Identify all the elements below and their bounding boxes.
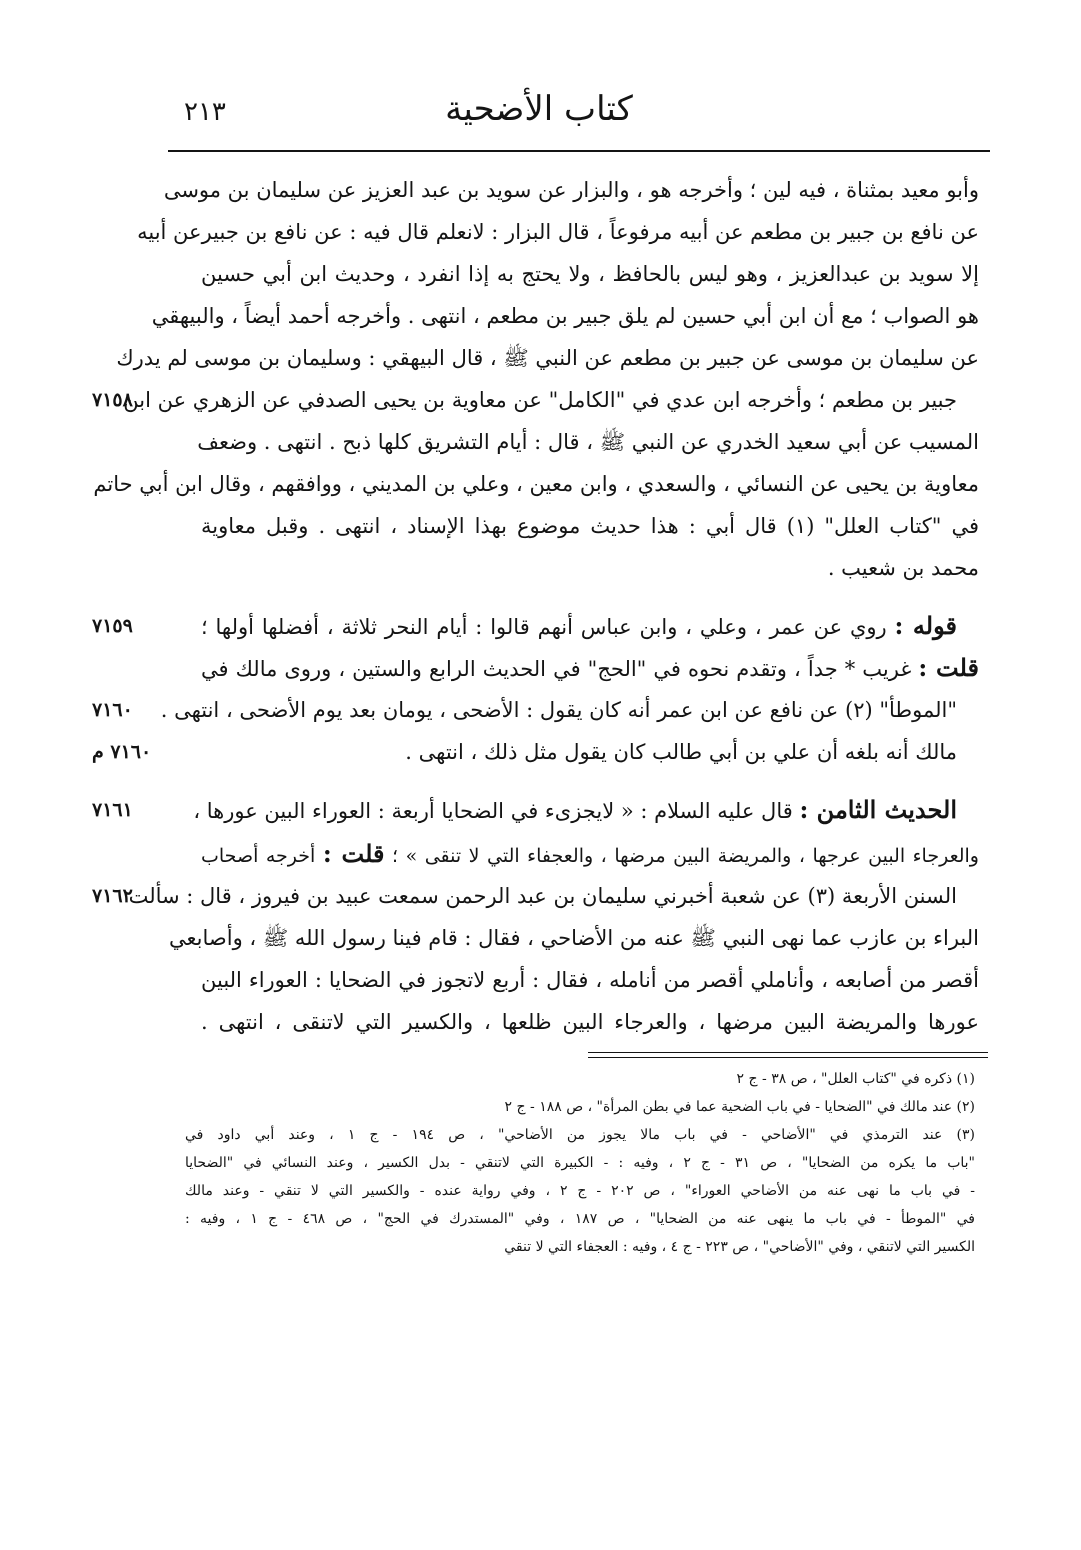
- footnote-3-line-5: الكسير التي لاتنقي ، وفي "الأضاحي" ، ص ٢٢٣ - ج ٤ ، وفيه : العجفاء التي لا تنقي: [504, 1239, 975, 1255]
- body-line-2: عن نافع بن جبير بن مطعم عن أبيه مرفوعاً ، قال البزار : لانعلم قال فيه : عن نافع بن جبيرعن أبيه: [137, 220, 979, 244]
- hadith8-text-1: قال عليه السلام : « لايجزىء في الضحايا أربعة : العوراء البين عورها ،: [193, 799, 793, 823]
- margin-number-7158: ٧١٥٨: [92, 389, 133, 411]
- footnote-3-line-4: في "الموطأ - في باب ما ينهى عنه من الضحايا" ، ص ١٨٧ ، وفي "المستدرك في الحج" ، ص ٤٦٨ - ج ١ ، وفيه :: [185, 1211, 975, 1227]
- hadith8-text-2: والعرجاء البين عرجها ، والمريضة البين مرضها ، والعجفاء التي لا تنقى » ؛: [392, 845, 979, 867]
- hadith8-line-4: البراء بن عازب عما نهى النبي ﷺ عنه من الأضاحي ، فقال : قام فينا رسول الله ﷺ ، وأصابعي: [169, 926, 979, 950]
- qult-line-2: "الموطأ" (٢) عن نافع عن ابن عمر أنه كان يقول : الأضحى ، يومان بعد يوم الأضحى ، انتهى .: [160, 698, 957, 722]
- margin-number-7159: ٧١٥٩: [92, 615, 133, 637]
- body-line-4: هو الصواب ؛ مع أن ابن أبي حسين لم يلق جبير بن مطعم ، انتهى . وأخرجه أحمد أيضاً ، والبيهقي: [151, 304, 979, 328]
- footnote-rule-2: [588, 1057, 988, 1058]
- qawluh-keyword: قوله :: [894, 611, 957, 640]
- footnote-2: (٢) عند مالك في "الضحايا - في باب الضحية عما في بطن المرأة" ، ص ١٨٨ - ج ٢: [504, 1099, 975, 1115]
- footnote-3-line-2: "باب ما يكره من الضحايا" ، ص ٣١ - ج ٢ ، وفيه : - الكبيرة التي لاتنقي - بدل الكسير ، وعند النسائي في "الضحايا: [185, 1155, 975, 1171]
- margin-number-7162: ٧١٦٢: [92, 885, 133, 907]
- page-number: ٢١٣: [184, 97, 226, 127]
- margin-number-7160m: ٧١٦٠ م: [92, 741, 152, 763]
- margin-number-7160: ٧١٦٠: [92, 699, 133, 721]
- footnote-3-line-3: - في باب ما نهى عنه من الأضاحي العوراء" ، ص ٢٠٢ - ج ٢ ، وفي رواية عنده - والكسير التي لا تنقي - وعند مالك: [185, 1183, 975, 1199]
- qult-keyword: قلت :: [918, 653, 979, 682]
- qawluh-text: روي عن عمر ، وعلي ، وابن عباس أنهم قالوا : أيام النحر ثلاثة ، أفضلها أولها ؛: [201, 615, 887, 639]
- hadith8-qult-keyword: قلت :: [322, 839, 385, 868]
- hadith8-line-2: [201, 836, 979, 872]
- qult-text-1: غريب * جداً ، وتقدم نحوه في "الحج" في الحديث الرابع والستين ، وروى مالك في: [201, 657, 912, 681]
- qult-line-1: [201, 650, 979, 686]
- body-line-9: في "كتاب العلل" (١) قال أبي : هذا حديث موضوع بهذا الإسناد ، انتهى . وقبل معاوية: [201, 514, 979, 538]
- qult-line-3: مالك أنه بلغه أن علي بن أبي طالب كان يقول مثل ذلك ، انتهى .: [405, 740, 957, 764]
- hadith8-line-5: أقصر من أصابعه ، وأناملي أقصر من أنامله ، فقال : أربع لاتجوز في الضحايا : العوراء البين: [201, 968, 979, 992]
- body-line-5: عن سليمان بن موسى عن جبير بن مطعم عن النبي ﷺ ، قال البيهقي : وسليمان بن موسى لم يدرك: [116, 346, 979, 370]
- body-line-7: المسيب عن أبي سعيد الخدري عن النبي ﷺ ، قال : أيام التشريق كلها ذبح . انتهى . وضعف: [197, 430, 979, 454]
- hadith8-line-1: [193, 792, 957, 828]
- hadith8-line-6: عورها والمريضة البين مرضها ، والعرجاء البين ظلعها ، والكسير التي لاتنقى ، انتهى .: [201, 1010, 979, 1034]
- body-line-6: جبير بن مطعم ؛ وأخرجه ابن عدي في "الكامل" عن معاوية بن يحيى الصدفي عن الزهري عن ابن: [123, 388, 957, 412]
- footnote-rule-1: [588, 1052, 988, 1053]
- footnote-3-line-1: (٣) عند الترمذي في "الأضاحي - في باب مالا يجوز من الأضاحي" ، ص ١٩٤ - ج ١ ، وعند أبي داود في: [185, 1127, 975, 1143]
- body-line-1: وأبو معيد بمثناة ، فيه لين ؛ وأخرجه هو ، والبزار عن سويد بن عبد العزيز عن سليمان بن موسى: [163, 178, 979, 202]
- hadith8-line-3: السنن الأربعة (٣) عن شعبة أخبرني سليمان بن عبد الرحمن سمعت عبيد بن فيروز ، قال : سألت: [128, 884, 957, 908]
- page-header-title: كتاب الأضحية: [445, 89, 633, 129]
- body-line-8: معاوية بن يحيى عن النسائي ، والسعدي ، وابن معين ، وعلي بن المديني ، ووافقهم ، وقال ابن أبي حاتم: [93, 472, 979, 496]
- margin-number-7161: ٧١٦١: [92, 799, 133, 821]
- qawluh-line: [201, 608, 957, 644]
- header-rule: [168, 150, 990, 152]
- footnote-1: (١) ذكره في "كتاب العلل" ، ص ٣٨ - ج ٢: [736, 1071, 975, 1087]
- hadith8-text-2-tail: أخرجه أصحاب: [201, 845, 316, 867]
- body-line-3: إلا سويد بن عبدالعزيز ، وهو ليس بالحافظ ، ولا يحتج به إذا انفرد ، وحديث ابن أبي حسين: [201, 262, 979, 286]
- body-line-10: محمد بن شعيب .: [827, 556, 979, 580]
- hadith8-keyword: الحديث الثامن :: [799, 795, 957, 824]
